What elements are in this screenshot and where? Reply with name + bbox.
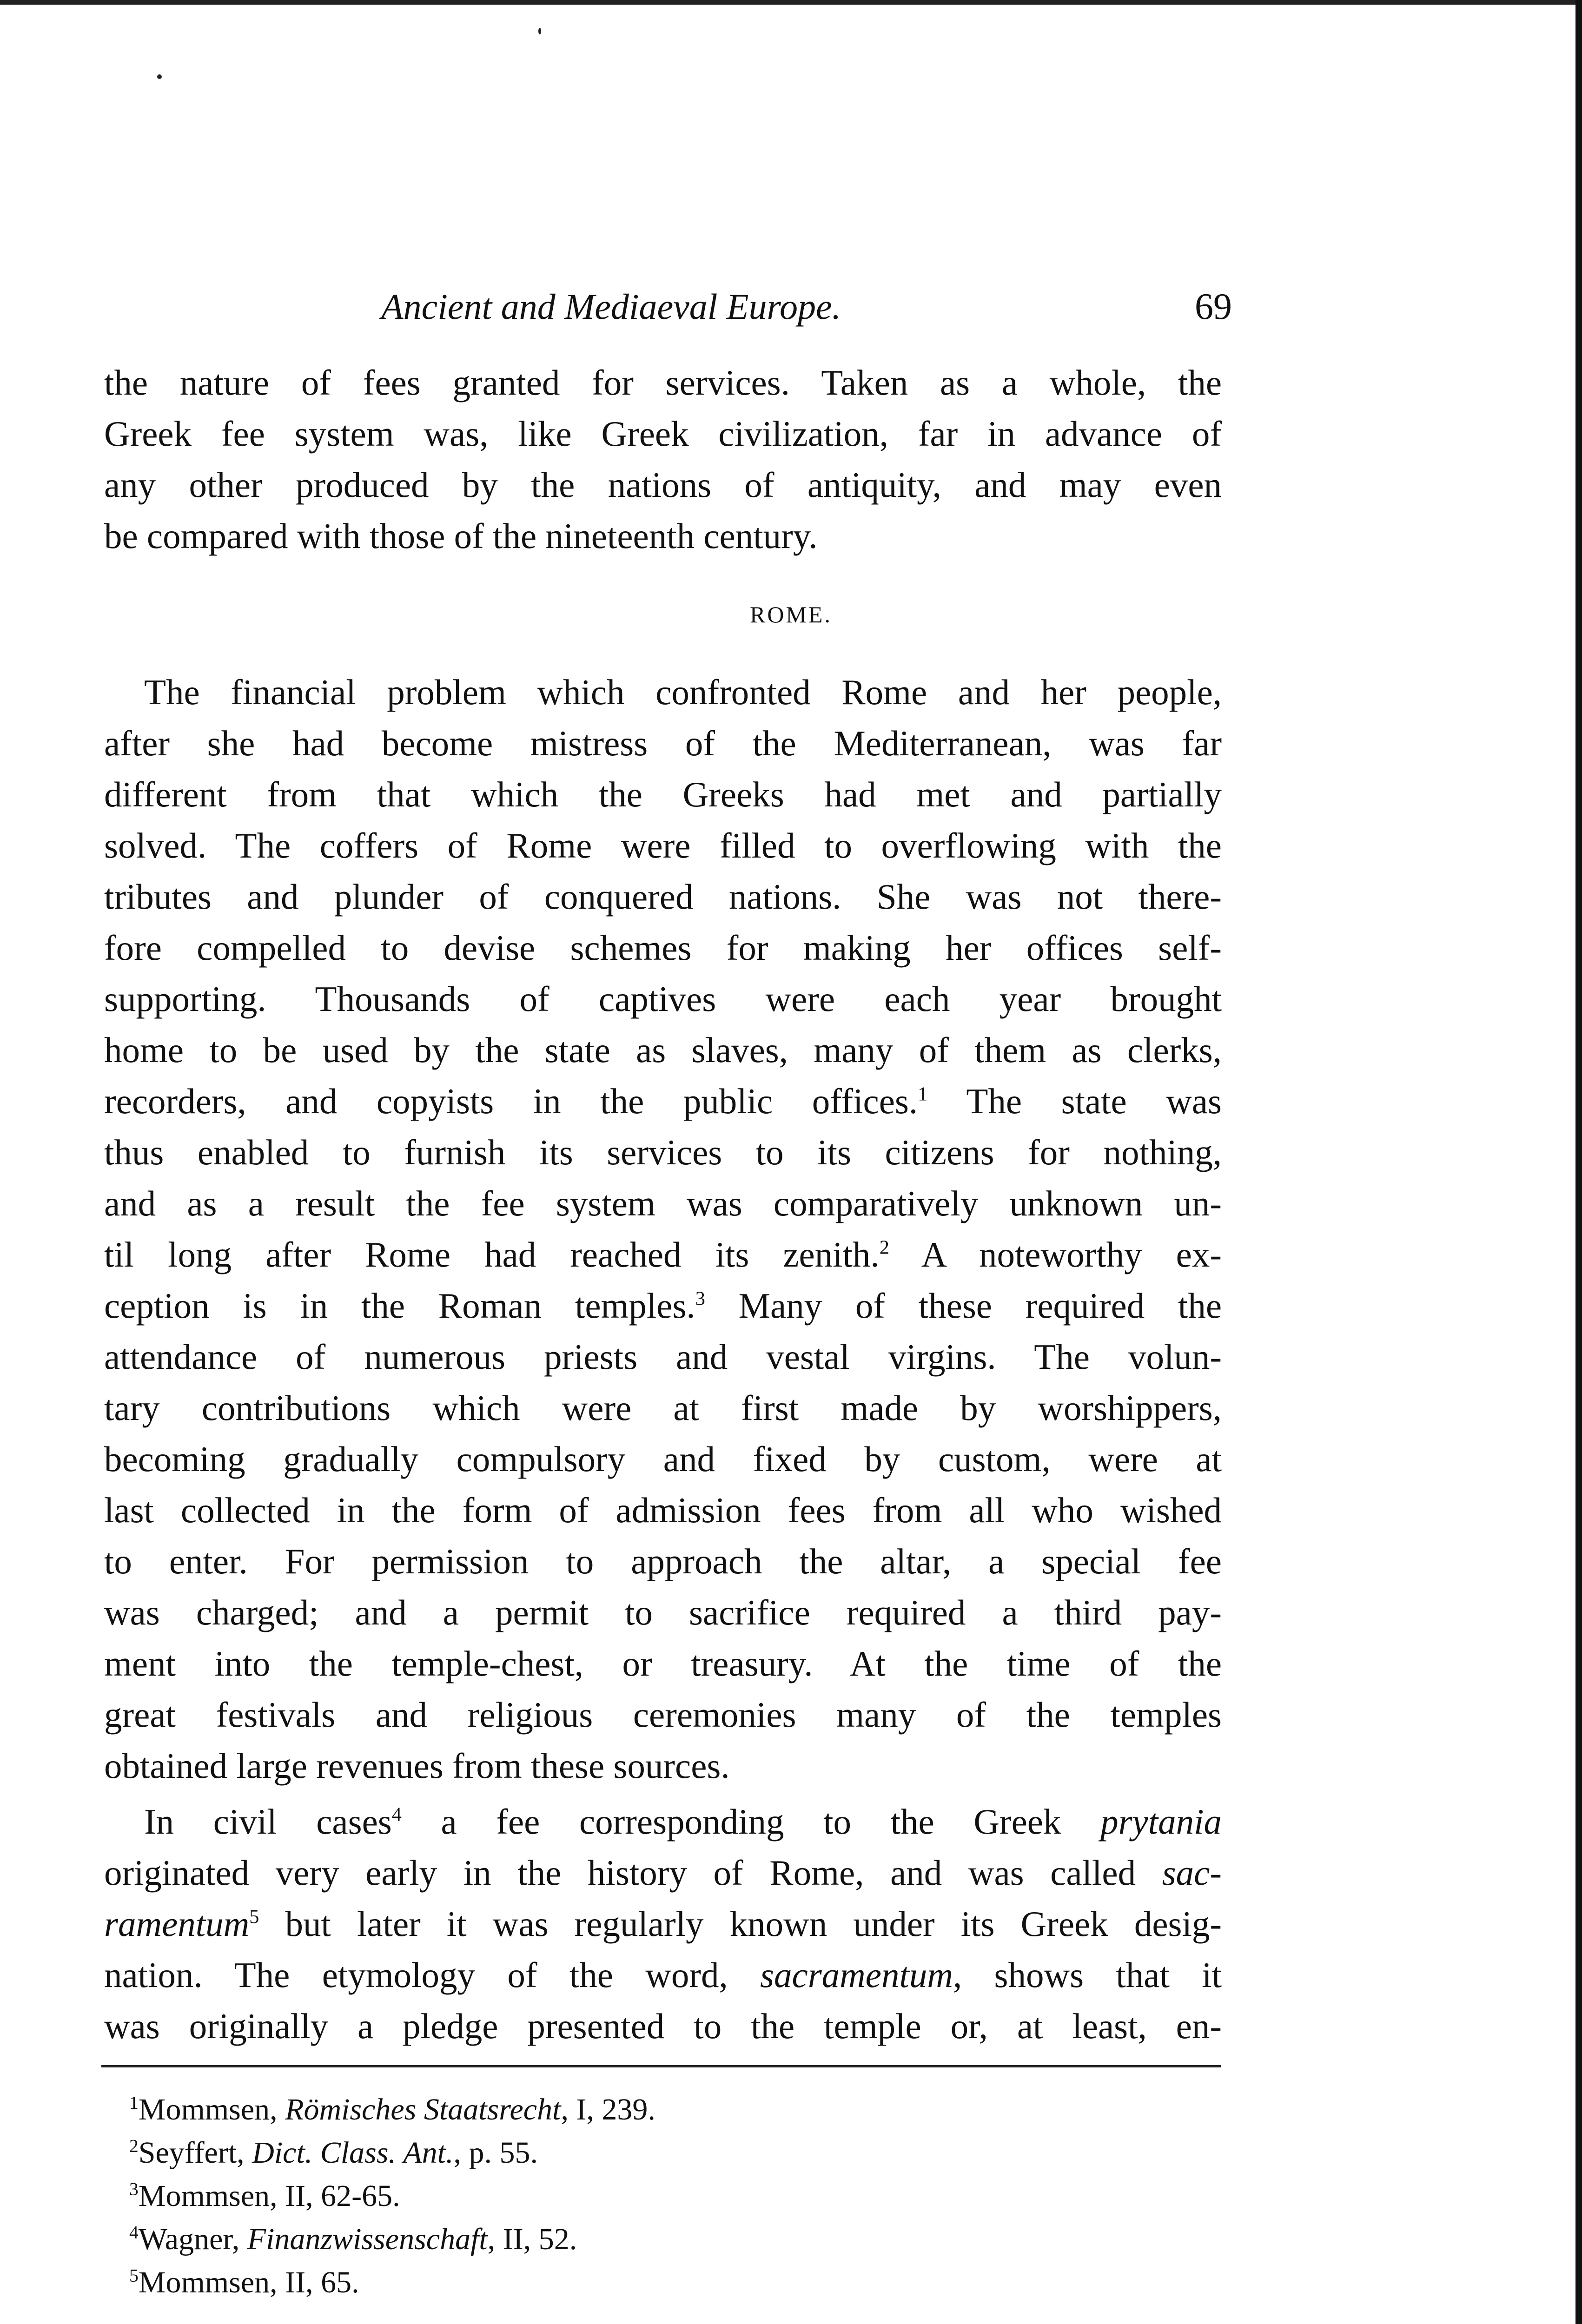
text-line bbox=[104, 1229, 1222, 1280]
text-line bbox=[104, 1847, 1222, 1898]
text-line: great festivals and religious ceremonies many of the temples bbox=[104, 1695, 1222, 1735]
text-span: originated very early in the history of Rome, and was called bbox=[104, 1853, 1162, 1893]
italic-term: prytania bbox=[1100, 1802, 1222, 1842]
footnote-text: Wagner, bbox=[138, 2222, 247, 2256]
footnote-text: Mommsen, bbox=[138, 2093, 285, 2126]
footnote-number: 5 bbox=[129, 2265, 139, 2286]
footnote-marker: 3 bbox=[695, 1287, 705, 1310]
text-line: Greek fee system was, like Greek civilization, far in advance of bbox=[104, 414, 1222, 454]
text-line: solved. The coffers of Rome were filled to overflowing with the bbox=[104, 825, 1222, 865]
text-line bbox=[104, 1796, 1222, 1847]
text-line bbox=[104, 1949, 1222, 2000]
text-span: ception is in the Roman temples. bbox=[104, 1286, 695, 1326]
text-line bbox=[104, 1280, 1222, 1331]
rome-paragraph-2 bbox=[104, 1796, 1222, 2052]
running-title: Ancient and Mediaeval Europe. bbox=[381, 286, 841, 327]
text-line: The financial problem which confronted Rome and her people, bbox=[144, 672, 1222, 712]
footnote-text: Mommsen, II, 65. bbox=[138, 2265, 359, 2299]
footnote-number: 3 bbox=[129, 2179, 139, 2199]
footnote-text: Mommsen, II, 62-65. bbox=[138, 2179, 400, 2213]
text-line: tary contributions which were at first made by worshippers, bbox=[104, 1388, 1222, 1428]
footnote-text: Seyffert, bbox=[138, 2136, 252, 2170]
scan-speck bbox=[538, 28, 541, 34]
text-line: thus enabled to furnish its services to its citizens for nothing, bbox=[104, 1132, 1222, 1172]
text-span: a fee corresponding to the Greek bbox=[401, 1802, 1101, 1842]
text-span: In civil cases bbox=[144, 1802, 392, 1842]
page-number: 69 bbox=[1195, 286, 1232, 327]
footnote-text: , II, 52. bbox=[487, 2222, 577, 2256]
footnote bbox=[129, 2131, 920, 2174]
text-line: obtained large revenues from these sources. bbox=[104, 1746, 730, 1786]
footnote-marker: 4 bbox=[391, 1803, 402, 1826]
text-line bbox=[104, 1898, 1222, 1949]
text-line: the nature of fees granted for services. Taken as a whole, the bbox=[104, 363, 1222, 403]
footnote bbox=[129, 2218, 920, 2261]
text-line: fore compelled to devise schemes for making her offices self- bbox=[104, 928, 1222, 968]
rome-paragraph-1 bbox=[104, 667, 1222, 1791]
text-line: any other produced by the nations of antiquity, and may even bbox=[104, 465, 1222, 505]
text-span: A noteworthy ex- bbox=[889, 1235, 1222, 1274]
footnote-marker: 1 bbox=[918, 1083, 928, 1105]
footnote-title: Dict. Class. Ant. bbox=[252, 2136, 454, 2170]
running-head bbox=[107, 279, 1232, 335]
text-line: to enter. For permission to approach the altar, a special fee bbox=[104, 1541, 1222, 1581]
footnote-title: Römisches Staatsrecht bbox=[285, 2093, 561, 2126]
text-span: nation. The etymology of the word, bbox=[104, 1955, 761, 1995]
text-line: was originally a pledge presented to the temple or, at least, en- bbox=[104, 2006, 1222, 2046]
section-heading: ROME. bbox=[750, 601, 832, 627]
text-line: and as a result the fee system was comparatively unknown un- bbox=[104, 1183, 1222, 1223]
text-span: but later it was regularly known under its Greek desig- bbox=[259, 1904, 1222, 1944]
footnote bbox=[129, 2174, 920, 2218]
text-span: til long after Rome had reached its zenith. bbox=[104, 1235, 880, 1274]
text-line: attendance of numerous priests and vestal virgins. The volun- bbox=[104, 1337, 1222, 1377]
text-span: recorders, and copyists in the public offices. bbox=[104, 1081, 918, 1121]
footnote-text: , I, 239. bbox=[561, 2093, 655, 2126]
intro-paragraph bbox=[104, 357, 1222, 561]
scan-edge-top bbox=[0, 0, 1582, 5]
text-line: supporting. Thousands of captives were each year brought bbox=[104, 979, 1222, 1019]
footnote-number: 1 bbox=[129, 2092, 139, 2113]
footnote-marker: 5 bbox=[249, 1906, 259, 1928]
text-span: The state was bbox=[927, 1081, 1222, 1121]
italic-term: ramentum bbox=[104, 1904, 250, 1944]
text-line: last collected in the form of admission fees from all who wished bbox=[104, 1490, 1222, 1530]
text-span: Many of these required the bbox=[705, 1286, 1222, 1326]
text-span: , shows that it bbox=[953, 1955, 1222, 1995]
footnote-number: 4 bbox=[129, 2222, 139, 2243]
italic-term: sac- bbox=[1162, 1853, 1222, 1893]
italic-term: sacramentum bbox=[760, 1955, 953, 1995]
scan-edge-right bbox=[1575, 0, 1582, 2324]
scan-speck bbox=[157, 74, 162, 79]
text-line: different from that which the Greeks had met and partially bbox=[104, 774, 1222, 814]
footnote-text: , p. 55. bbox=[453, 2136, 538, 2170]
footnotes bbox=[129, 2088, 920, 2304]
footnote-title: Finanzwissenschaft bbox=[247, 2222, 488, 2256]
text-line: ment into the temple-chest, or treasury. At the time of the bbox=[104, 1644, 1222, 1684]
text-line: home to be used by the state as slaves, many of them as clerks, bbox=[104, 1030, 1222, 1070]
text-line: be compared with those of the nineteenth century. bbox=[104, 516, 818, 556]
text-line bbox=[104, 1076, 1222, 1127]
footnote-number: 2 bbox=[129, 2135, 139, 2156]
footnote-divider bbox=[101, 2065, 1221, 2067]
footnote bbox=[129, 2261, 920, 2304]
text-line: was charged; and a permit to sacrifice required a third pay- bbox=[104, 1592, 1222, 1632]
footnote bbox=[129, 2088, 920, 2131]
text-line: becoming gradually compulsory and fixed by custom, were at bbox=[104, 1439, 1222, 1479]
text-line: tributes and plunder of conquered nations. She was not there- bbox=[104, 877, 1222, 917]
text-line: after she had become mistress of the Mediterranean, was far bbox=[104, 723, 1222, 763]
footnote-marker: 2 bbox=[879, 1236, 889, 1259]
